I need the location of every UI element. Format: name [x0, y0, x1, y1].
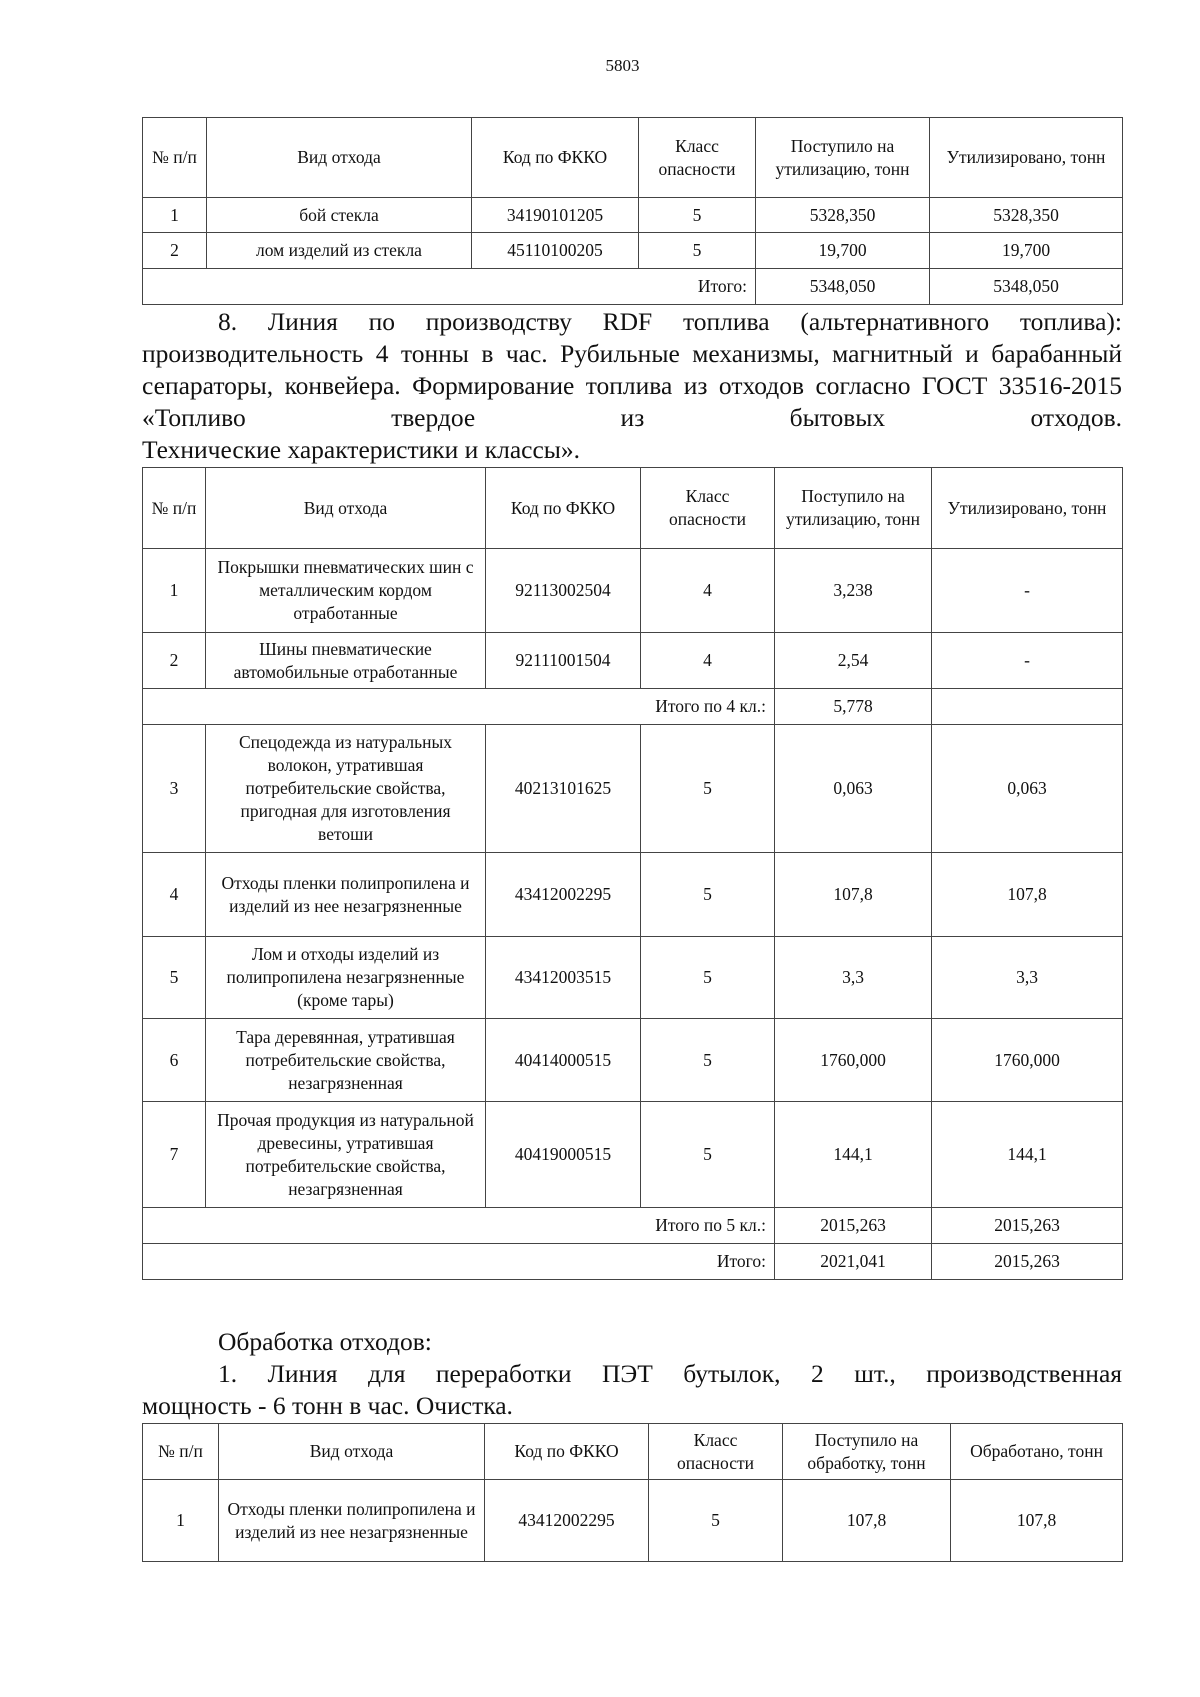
fkko-code: 92113002504 [486, 549, 641, 633]
header-cell: Утилизировано, тонн [930, 118, 1123, 198]
fkko-code: 40419000515 [486, 1102, 641, 1208]
header-cell: Вид отхода [207, 118, 472, 198]
row-number: 1 [143, 549, 206, 633]
header-cell: Класс опасности [649, 1424, 783, 1480]
header-cell: № п/п [143, 468, 206, 549]
waste-name: Отходы пленки полипропилена и изделий из нее незагрязненные [206, 853, 486, 937]
processing-heading [142, 1326, 1122, 1358]
hazard-class: 5 [641, 1019, 775, 1102]
hazard-class: 4 [641, 633, 775, 689]
hazard-class: 4 [641, 549, 775, 633]
header-cell: Код по ФККО [485, 1424, 649, 1480]
table-row [143, 725, 1123, 853]
hazard-class: 5 [639, 198, 756, 233]
table-row [143, 1019, 1123, 1102]
utilized-value: 5328,350 [930, 198, 1123, 233]
waste-name: бой стекла [207, 198, 472, 233]
header-cell: Вид отхода [219, 1424, 485, 1480]
subtotal-label: Итого по 4 кл.: [143, 689, 775, 725]
row-number: 7 [143, 1102, 206, 1208]
waste-name: Спецодежда из натуральных волокон, утратившая потребительские свойства, пригодная для изготовления ветоши [206, 725, 486, 853]
received-value: 3,238 [775, 549, 932, 633]
total-label: Итого: [143, 269, 756, 305]
waste-name: Шины пневматические автомобильные отработанные [206, 633, 486, 689]
total-label: Итого: [143, 1244, 775, 1280]
row-number: 2 [143, 233, 207, 269]
header-cell: Вид отхода [206, 468, 486, 549]
utilized-value: 144,1 [932, 1102, 1123, 1208]
header-cell: Класс опасности [639, 118, 756, 198]
total-received: 2021,041 [775, 1244, 932, 1280]
table-header-row [143, 468, 1123, 549]
waste-name: Лом и отходы изделий из полипропилена незагрязненные (кроме тары) [206, 937, 486, 1019]
utilized-value: - [932, 633, 1123, 689]
hazard-class: 5 [641, 937, 775, 1019]
table-row [143, 198, 1123, 233]
received-value: 107,8 [783, 1480, 951, 1562]
fkko-code: 45110100205 [472, 233, 639, 269]
fkko-code: 43412003515 [486, 937, 641, 1019]
total-utilized: 2015,263 [932, 1244, 1123, 1280]
waste-name: лом изделий из стекла [207, 233, 472, 269]
utilized-value: - [932, 549, 1123, 633]
header-cell: Класс опасности [641, 468, 775, 549]
fkko-code: 43412002295 [486, 853, 641, 937]
glass-utilization-table [142, 117, 1123, 305]
waste-name: Покрышки пневматических шин с металлическим кордом отработанные [206, 549, 486, 633]
header-cell: Утилизировано, тонн [932, 468, 1123, 549]
pet-line-paragraph [142, 1358, 1122, 1390]
total-row [143, 269, 1123, 305]
subtotal-utilized: 2015,263 [932, 1208, 1123, 1244]
header-cell: № п/п [143, 1424, 219, 1480]
row-number: 4 [143, 853, 206, 937]
pet-line-paragraph-end [142, 1390, 1122, 1422]
processed-value: 107,8 [951, 1480, 1123, 1562]
processing-heading-text: Обработка отходов: [218, 1327, 432, 1356]
hazard-class: 5 [649, 1480, 783, 1562]
waste-name: Отходы пленки полипропилена и изделий из нее незагрязненные [219, 1480, 485, 1562]
received-value: 19,700 [756, 233, 930, 269]
waste-name: Тара деревянная, утратившая потребительские свойства, незагрязненная [206, 1019, 486, 1102]
fkko-code: 43412002295 [485, 1480, 649, 1562]
received-value: 2,54 [775, 633, 932, 689]
total-row [143, 1244, 1123, 1280]
hazard-class: 5 [641, 725, 775, 853]
row-number: 1 [143, 198, 207, 233]
header-cell: № п/п [143, 118, 207, 198]
subtotal-row [143, 689, 1123, 725]
header-cell: Поступило на утилизацию, тонн [756, 118, 930, 198]
pet-processing-table [142, 1423, 1123, 1562]
header-cell: Код по ФККО [486, 468, 641, 549]
utilized-value: 107,8 [932, 853, 1123, 937]
header-cell: Обработано, тонн [951, 1424, 1123, 1480]
header-cell: Поступило на обработку, тонн [783, 1424, 951, 1480]
utilized-value: 1760,000 [932, 1019, 1123, 1102]
received-value: 144,1 [775, 1102, 932, 1208]
pet-line-last-line: мощность - 6 тонн в час. Очистка. [142, 1391, 513, 1420]
fkko-code: 34190101205 [472, 198, 639, 233]
fkko-code: 40414000515 [486, 1019, 641, 1102]
received-value: 107,8 [775, 853, 932, 937]
utilized-value: 19,700 [930, 233, 1123, 269]
received-value: 1760,000 [775, 1019, 932, 1102]
fkko-code: 92111001504 [486, 633, 641, 689]
received-value: 5328,350 [756, 198, 930, 233]
header-cell: Код по ФККО [472, 118, 639, 198]
received-value: 3,3 [775, 937, 932, 1019]
header-cell: Поступило на утилизацию, тонн [775, 468, 932, 549]
total-received: 5348,050 [756, 269, 930, 305]
subtotal-utilized [932, 689, 1123, 725]
rdf-line-paragraph [142, 306, 1122, 434]
rdf-utilization-table [142, 467, 1123, 1280]
table-row [143, 233, 1123, 269]
row-number: 5 [143, 937, 206, 1019]
waste-name: Прочая продукция из натуральной древесины, утратившая потребительские свойства, незагрязненная [206, 1102, 486, 1208]
total-utilized: 5348,050 [930, 269, 1123, 305]
row-number: 2 [143, 633, 206, 689]
subtotal-received: 2015,263 [775, 1208, 932, 1244]
table-header-row [143, 118, 1123, 198]
received-value: 0,063 [775, 725, 932, 853]
row-number: 1 [143, 1480, 219, 1562]
table-row [143, 549, 1123, 633]
page-number: 5803 [605, 56, 640, 75]
row-number: 3 [143, 725, 206, 853]
hazard-class: 5 [641, 853, 775, 937]
pet-line-text: 1. Линия для переработки ПЭТ бутылок, 2 шт., производственная [218, 1359, 1122, 1388]
table-row [143, 937, 1123, 1019]
paragraph-8-last-line: Технические характеристики и классы». [142, 435, 581, 464]
paragraph-8-text: 8. Линия по производству RDF топлива (альтернативного топлива): производительность 4 тонны в час. Рубильные механизмы, магнитный и барабанный сепараторы, конвейера. Формирование топлива из отходов согласно ГОСТ 33516-2015 «Топливо твердое из бытовых отходов. [142, 307, 1122, 432]
subtotal-label: Итого по 5 кл.: [143, 1208, 775, 1244]
table-row [143, 1102, 1123, 1208]
rdf-line-paragraph-end [142, 434, 1122, 466]
row-number: 6 [143, 1019, 206, 1102]
utilized-value: 0,063 [932, 725, 1123, 853]
table-row [143, 853, 1123, 937]
hazard-class: 5 [639, 233, 756, 269]
hazard-class: 5 [641, 1102, 775, 1208]
fkko-code: 40213101625 [486, 725, 641, 853]
subtotal-received: 5,778 [775, 689, 932, 725]
subtotal-row [143, 1208, 1123, 1244]
table-row [143, 1480, 1123, 1562]
utilized-value: 3,3 [932, 937, 1123, 1019]
table-row [143, 633, 1123, 689]
table-header-row [143, 1424, 1123, 1480]
